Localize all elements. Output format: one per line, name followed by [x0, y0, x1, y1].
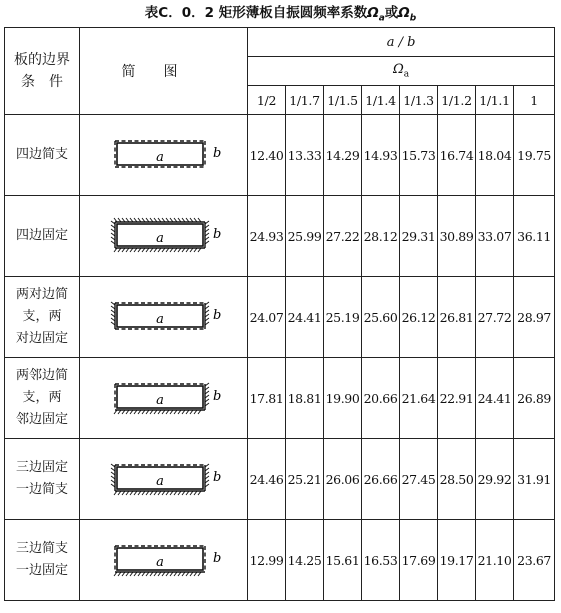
boundary-condition-line: 两邻边简	[15, 368, 68, 383]
edge-left-fixed	[111, 464, 115, 491]
ratio-header-cell: 1/1.5	[324, 86, 362, 115]
coefficient-cell: 25.19	[324, 277, 362, 358]
coefficient-cell: 26.06	[324, 439, 362, 520]
coefficient-cell: 18.81	[286, 358, 324, 439]
coefficient-cell: 17.81	[248, 358, 286, 439]
coefficient-cell: 21.64	[400, 358, 438, 439]
table-row	[5, 520, 555, 601]
caption-omega-a: $\Omega_a$	[367, 5, 385, 24]
coefficient-cell: 17.69	[400, 520, 438, 601]
boundary-condition-cell	[5, 196, 80, 277]
coefficient-cell: 28.97	[514, 277, 555, 358]
coefficient-cell: 20.66	[362, 358, 400, 439]
ratio-header-cell: 1/1.7	[286, 86, 324, 115]
ratio-header-cell: 1/1.3	[400, 86, 438, 115]
coefficient-cell: 26.66	[362, 439, 400, 520]
coefficient-cell: 28.50	[438, 439, 476, 520]
header-boundary-condition: 板的边界 条 件	[5, 28, 80, 115]
diagram-cell	[80, 196, 248, 277]
boundary-condition-line: 三边固定	[15, 460, 68, 475]
coefficient-cell: 24.07	[248, 277, 286, 358]
diagram-cell	[80, 520, 248, 601]
caption-omega-b: $\Omega_b$	[398, 5, 417, 24]
ratio-header-cell: 1/1.1	[476, 86, 514, 115]
label-b: b	[212, 308, 221, 323]
coefficient-cell: 24.41	[476, 358, 514, 439]
label-a: a	[155, 555, 164, 570]
edge-right-fixed	[205, 464, 209, 491]
plate-diagram	[109, 540, 219, 580]
table-caption	[0, 2, 561, 24]
coefficient-cell: 22.91	[438, 358, 476, 439]
boundary-condition-line: 支，两	[22, 309, 62, 324]
edge-right-fixed	[205, 383, 209, 410]
diagram-cell	[80, 439, 248, 520]
coefficient-cell: 30.89	[438, 196, 476, 277]
label-b: b	[212, 146, 221, 161]
table-row	[5, 358, 555, 439]
coefficient-cell: 27.45	[400, 439, 438, 520]
diagram-cell	[80, 115, 248, 196]
coefficient-cell: 28.12	[362, 196, 400, 277]
label-a: a	[155, 393, 164, 408]
boundary-condition-cell	[5, 277, 80, 358]
boundary-condition-cell	[5, 115, 80, 196]
table-row	[5, 115, 555, 196]
label-b: b	[212, 470, 221, 485]
boundary-condition-line: 两对边简	[15, 287, 68, 302]
boundary-condition-line: 三边简支	[15, 541, 68, 556]
boundary-condition-cell	[5, 439, 80, 520]
coefficient-cell: 21.10	[476, 520, 514, 601]
coefficient-cell: 24.46	[248, 439, 286, 520]
edge-right-fixed	[205, 302, 209, 329]
coefficient-cell: 14.25	[286, 520, 324, 601]
coefficient-cell: 12.99	[248, 520, 286, 601]
label-b: b	[212, 389, 221, 404]
edge-right-fixed	[205, 221, 209, 248]
header-diagram: 简图	[80, 28, 248, 115]
coefficient-cell: 31.91	[514, 439, 555, 520]
coefficient-cell: 16.74	[438, 115, 476, 196]
coefficient-cell: 33.07	[476, 196, 514, 277]
edge-top-fixed	[114, 218, 205, 222]
coefficient-cell: 19.75	[514, 115, 555, 196]
coefficient-cell: 24.41	[286, 277, 324, 358]
plate-diagram	[109, 216, 219, 256]
boundary-condition-line: 邻边固定	[15, 412, 68, 427]
edge-left-fixed	[111, 221, 115, 248]
boundary-condition-line: 四边固定	[15, 228, 68, 243]
coefficient-cell: 36.11	[514, 196, 555, 277]
coefficient-cell: 23.67	[514, 520, 555, 601]
plate-diagram	[109, 297, 219, 337]
diagram-cell	[80, 277, 248, 358]
coefficient-cell: 24.93	[248, 196, 286, 277]
caption-or: 或	[384, 5, 399, 21]
coefficient-cell: 26.12	[400, 277, 438, 358]
label-b: b	[212, 551, 221, 566]
coefficient-cell: 14.29	[324, 115, 362, 196]
label-a: a	[155, 150, 164, 165]
boundary-condition-line: 对边固定	[15, 331, 68, 346]
table-row	[5, 277, 555, 358]
ratio-header-cell: 1	[514, 86, 555, 115]
plate-diagram	[109, 459, 219, 499]
boundary-condition-line: 一边简支	[15, 482, 68, 497]
edge-bottom-fixed	[114, 410, 205, 414]
label-b: b	[212, 227, 221, 242]
diagram-cell	[80, 358, 248, 439]
coefficient-cell: 16.53	[362, 520, 400, 601]
coefficient-cell: 15.73	[400, 115, 438, 196]
edge-bottom-fixed	[114, 572, 205, 576]
coefficient-cell: 27.22	[324, 196, 362, 277]
coefficient-cell: 29.31	[400, 196, 438, 277]
table-body	[5, 115, 555, 601]
table-row	[5, 196, 555, 277]
coefficient-cell: 13.33	[286, 115, 324, 196]
label-a: a	[155, 474, 164, 489]
plate-diagram	[109, 135, 219, 175]
coefficient-cell: 14.93	[362, 115, 400, 196]
boundary-condition-line: 四边简支	[15, 147, 68, 162]
coefficient-cell: 25.60	[362, 277, 400, 358]
ratio-header-cell: 1/1.4	[362, 86, 400, 115]
coefficient-cell: 19.90	[324, 358, 362, 439]
coefficient-cell: 25.21	[286, 439, 324, 520]
table-row	[5, 439, 555, 520]
label-a: a	[155, 312, 164, 327]
coefficient-cell: 15.61	[324, 520, 362, 601]
coefficient-cell: 25.99	[286, 196, 324, 277]
ratio-header-cell: 1/1.2	[438, 86, 476, 115]
edge-bottom-fixed	[114, 491, 205, 495]
frequency-coefficient-table	[4, 27, 555, 601]
boundary-condition-line: 一边固定	[15, 563, 68, 578]
edge-left-fixed	[111, 302, 115, 329]
ratio-header-cell: 1/2	[248, 86, 286, 115]
header-omega: $\Omega_a$	[248, 57, 555, 86]
boundary-condition-line: 支，两	[22, 390, 62, 405]
caption-text: 表C．0．2 矩形薄板自振圆频率系数	[144, 5, 368, 21]
header-aspect-ratio: a / b	[248, 28, 555, 57]
boundary-condition-cell	[5, 358, 80, 439]
coefficient-cell: 19.17	[438, 520, 476, 601]
coefficient-cell: 27.72	[476, 277, 514, 358]
label-a: a	[155, 231, 164, 246]
coefficient-cell: 29.92	[476, 439, 514, 520]
coefficient-cell: 26.89	[514, 358, 555, 439]
plate-diagram	[109, 378, 219, 418]
edge-bottom-fixed	[114, 248, 205, 252]
coefficient-cell: 26.81	[438, 277, 476, 358]
coefficient-cell: 12.40	[248, 115, 286, 196]
boundary-condition-cell	[5, 520, 80, 601]
coefficient-cell: 18.04	[476, 115, 514, 196]
